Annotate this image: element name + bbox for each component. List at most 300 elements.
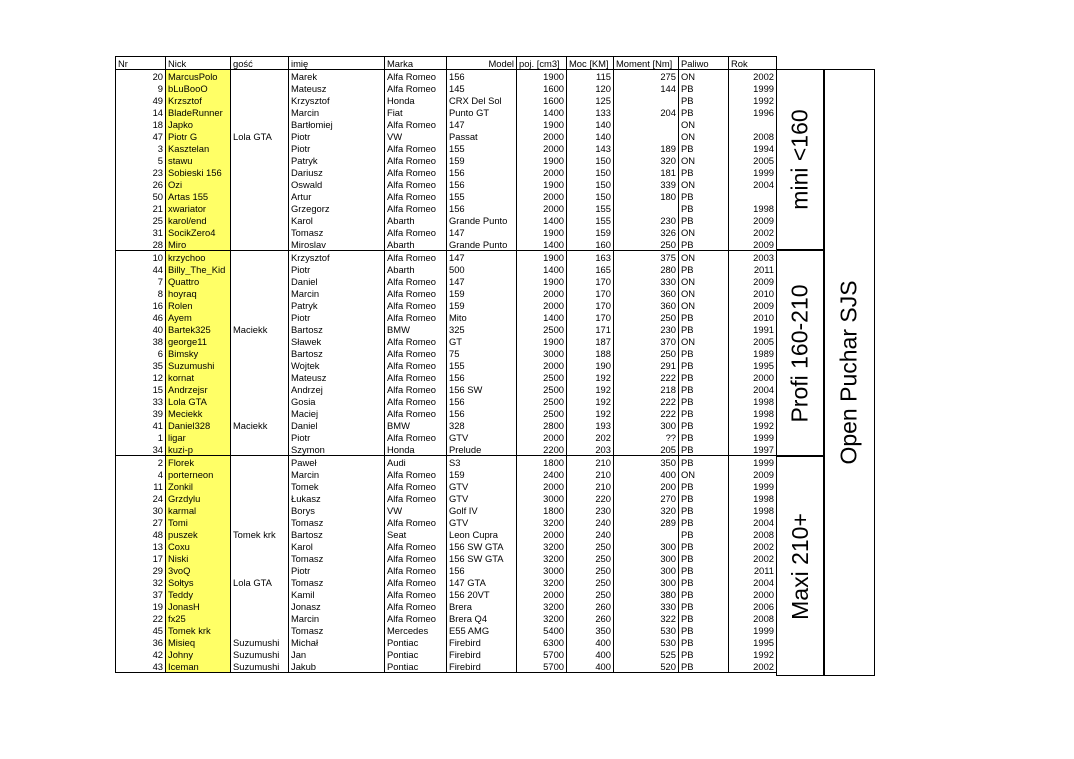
row-nick: Andrzejsr <box>166 383 231 395</box>
row-model: 159 <box>447 299 517 311</box>
row-displacement: 2500 <box>517 407 567 419</box>
row-name: Tomasz <box>289 576 385 588</box>
row-displacement: 3000 <box>517 564 567 576</box>
header-displacement: poj. [cm3] <box>517 57 567 70</box>
row-model: 156 <box>447 178 517 190</box>
row-power: 150 <box>567 190 614 202</box>
row-guest <box>231 456 289 469</box>
results-sheet <box>115 56 777 673</box>
row-fuel: PB <box>679 660 729 673</box>
row-displacement: 3200 <box>517 552 567 564</box>
row-power: 400 <box>567 660 614 673</box>
row-nick: Artas 155 <box>166 190 231 202</box>
row-displacement: 1600 <box>517 94 567 106</box>
header-model: Model <box>447 57 517 70</box>
row-year: 1994 <box>729 142 777 154</box>
row-nick: Quattro <box>166 275 231 287</box>
row-nick: Sołtys <box>166 576 231 588</box>
header-name: imię <box>289 57 385 70</box>
row-model: Mito <box>447 311 517 323</box>
row-name: Szymon <box>289 443 385 456</box>
row-torque: 360 <box>614 287 679 299</box>
row-fuel: PB <box>679 94 729 106</box>
row-displacement: 1800 <box>517 504 567 516</box>
row-nr: 16 <box>116 299 166 311</box>
row-nr: 6 <box>116 347 166 359</box>
row-guest <box>231 395 289 407</box>
row-fuel: PB <box>679 263 729 275</box>
row-power: 150 <box>567 166 614 178</box>
row-power: 192 <box>567 395 614 407</box>
table-row <box>116 371 777 383</box>
row-torque: 375 <box>614 251 679 264</box>
row-torque: 250 <box>614 347 679 359</box>
row-torque: 530 <box>614 636 679 648</box>
row-name: Borys <box>289 504 385 516</box>
row-guest <box>231 190 289 202</box>
row-guest <box>231 540 289 552</box>
row-displacement: 1900 <box>517 70 567 83</box>
row-model: 156 SW GTA <box>447 552 517 564</box>
row-power: 400 <box>567 636 614 648</box>
row-displacement: 2800 <box>517 419 567 431</box>
row-name: Marcin <box>289 287 385 299</box>
row-guest <box>231 94 289 106</box>
row-power: 171 <box>567 323 614 335</box>
row-fuel: PB <box>679 214 729 226</box>
row-power: 250 <box>567 564 614 576</box>
row-nr: 31 <box>116 226 166 238</box>
table-row <box>116 492 777 504</box>
row-displacement: 1800 <box>517 456 567 469</box>
row-nr: 47 <box>116 130 166 142</box>
row-nr: 20 <box>116 70 166 83</box>
table-row <box>116 468 777 480</box>
table-row <box>116 263 777 275</box>
row-nr: 8 <box>116 287 166 299</box>
row-model: 155 <box>447 359 517 371</box>
row-year: 1996 <box>729 106 777 118</box>
row-nr: 3 <box>116 142 166 154</box>
table-row <box>116 118 777 130</box>
row-power: 210 <box>567 456 614 469</box>
row-guest <box>231 552 289 564</box>
row-year: 2009 <box>729 468 777 480</box>
group-label-mini-text: mini <160 <box>786 109 813 210</box>
table-row <box>116 564 777 576</box>
table-row <box>116 395 777 407</box>
row-make: Alfa Romeo <box>385 540 447 552</box>
row-model: 156 <box>447 202 517 214</box>
row-torque: 380 <box>614 588 679 600</box>
row-torque: 289 <box>614 516 679 528</box>
row-torque: 300 <box>614 419 679 431</box>
row-name: Artur <box>289 190 385 202</box>
table-row <box>116 600 777 612</box>
row-fuel: PB <box>679 504 729 516</box>
results-table-body <box>116 57 777 673</box>
row-model: 147 <box>447 118 517 130</box>
row-nr: 21 <box>116 202 166 214</box>
row-model: 75 <box>447 347 517 359</box>
row-guest <box>231 275 289 287</box>
row-name: Bartosz <box>289 323 385 335</box>
row-model: Firebird <box>447 648 517 660</box>
table-row <box>116 166 777 178</box>
row-nr: 33 <box>116 395 166 407</box>
row-torque: 326 <box>614 226 679 238</box>
row-make: Alfa Romeo <box>385 190 447 202</box>
row-displacement: 2000 <box>517 142 567 154</box>
row-nr: 18 <box>116 118 166 130</box>
row-torque: 322 <box>614 612 679 624</box>
row-power: 203 <box>567 443 614 456</box>
row-fuel: PB <box>679 347 729 359</box>
row-fuel: PB <box>679 443 729 456</box>
row-fuel: PB <box>679 612 729 624</box>
row-model: Golf IV <box>447 504 517 516</box>
row-torque: 250 <box>614 238 679 251</box>
row-model: 156 <box>447 407 517 419</box>
row-name: Daniel <box>289 275 385 287</box>
row-name: Krzysztof <box>289 94 385 106</box>
row-make: Honda <box>385 94 447 106</box>
table-row <box>116 106 777 118</box>
row-nr: 13 <box>116 540 166 552</box>
row-make: Alfa Romeo <box>385 516 447 528</box>
row-power: 165 <box>567 263 614 275</box>
row-fuel: PB <box>679 564 729 576</box>
row-guest <box>231 468 289 480</box>
row-model: Firebird <box>447 660 517 673</box>
row-name: Karol <box>289 540 385 552</box>
row-nick: Suzumushi <box>166 359 231 371</box>
row-torque: 350 <box>614 456 679 469</box>
row-nick: Florek <box>166 456 231 469</box>
row-power: 159 <box>567 226 614 238</box>
table-row <box>116 94 777 106</box>
row-year: 2004 <box>729 178 777 190</box>
row-displacement: 3000 <box>517 347 567 359</box>
row-make: Alfa Romeo <box>385 178 447 190</box>
table-row <box>116 456 777 469</box>
row-model: 147 <box>447 226 517 238</box>
row-guest <box>231 214 289 226</box>
row-power: 140 <box>567 130 614 142</box>
row-year: 2010 <box>729 287 777 299</box>
row-make: Alfa Romeo <box>385 287 447 299</box>
row-nick: Daniel328 <box>166 419 231 431</box>
row-guest <box>231 612 289 624</box>
row-name: Piotr <box>289 130 385 142</box>
row-fuel: PB <box>679 456 729 469</box>
row-name: Grzegorz <box>289 202 385 214</box>
row-name: Miroslav <box>289 238 385 251</box>
table-row <box>116 299 777 311</box>
row-name: Tomasz <box>289 624 385 636</box>
table-row <box>116 275 777 287</box>
row-fuel: PB <box>679 82 729 94</box>
header-fuel: Paliwo <box>679 57 729 70</box>
row-torque: 300 <box>614 552 679 564</box>
row-year: 1999 <box>729 431 777 443</box>
row-power: 170 <box>567 299 614 311</box>
row-nick: Bimsky <box>166 347 231 359</box>
row-power: 192 <box>567 371 614 383</box>
table-row <box>116 443 777 456</box>
row-nr: 2 <box>116 456 166 469</box>
row-make: Alfa Romeo <box>385 275 447 287</box>
row-fuel: PB <box>679 371 729 383</box>
row-make: Pontiac <box>385 660 447 673</box>
table-row <box>116 540 777 552</box>
row-name: Dariusz <box>289 166 385 178</box>
row-displacement: 1900 <box>517 335 567 347</box>
row-nr: 5 <box>116 154 166 166</box>
table-row <box>116 359 777 371</box>
row-power: 170 <box>567 311 614 323</box>
row-guest <box>231 600 289 612</box>
cup-title: Open Puchar SJS <box>836 280 863 465</box>
row-name: Marek <box>289 70 385 83</box>
row-year: 1992 <box>729 419 777 431</box>
row-displacement: 2000 <box>517 166 567 178</box>
row-make: Alfa Romeo <box>385 600 447 612</box>
row-name: Maciej <box>289 407 385 419</box>
group-label-profi-text: Profi 160-210 <box>786 283 813 423</box>
row-name: Tomasz <box>289 226 385 238</box>
row-power: 193 <box>567 419 614 431</box>
row-fuel: ON <box>679 178 729 190</box>
row-year: 1998 <box>729 395 777 407</box>
row-nr: 10 <box>116 251 166 264</box>
row-name: Tomasz <box>289 552 385 564</box>
row-model: 147 <box>447 251 517 264</box>
row-nick: Miro <box>166 238 231 251</box>
row-fuel: PB <box>679 190 729 202</box>
group-label-profi <box>776 250 824 456</box>
row-model: 155 <box>447 190 517 202</box>
row-nr: 26 <box>116 178 166 190</box>
row-nick: Ayem <box>166 311 231 323</box>
row-year: 1995 <box>729 636 777 648</box>
row-nick: Teddy <box>166 588 231 600</box>
row-displacement: 2000 <box>517 359 567 371</box>
row-make: Abarth <box>385 263 447 275</box>
row-year: 2008 <box>729 612 777 624</box>
row-make: Mercedes <box>385 624 447 636</box>
row-power: 187 <box>567 335 614 347</box>
row-fuel: PB <box>679 407 729 419</box>
row-name: Piotr <box>289 564 385 576</box>
row-nick: fx25 <box>166 612 231 624</box>
row-torque: 330 <box>614 275 679 287</box>
row-guest: Maciekk <box>231 419 289 431</box>
row-power: 260 <box>567 612 614 624</box>
row-torque: ?? <box>614 431 679 443</box>
row-nick: Coxu <box>166 540 231 552</box>
row-guest <box>231 516 289 528</box>
row-power: 192 <box>567 383 614 395</box>
row-torque: 222 <box>614 407 679 419</box>
row-nr: 39 <box>116 407 166 419</box>
row-guest <box>231 431 289 443</box>
table-row <box>116 323 777 335</box>
row-torque: 205 <box>614 443 679 456</box>
row-nr: 35 <box>116 359 166 371</box>
row-make: Fiat <box>385 106 447 118</box>
row-guest <box>231 202 289 214</box>
row-fuel: PB <box>679 528 729 540</box>
row-fuel: PB <box>679 166 729 178</box>
row-name: Patryk <box>289 299 385 311</box>
row-year: 2004 <box>729 576 777 588</box>
row-name: Gosia <box>289 395 385 407</box>
row-year: 2010 <box>729 311 777 323</box>
row-displacement: 5700 <box>517 648 567 660</box>
row-nr: 12 <box>116 371 166 383</box>
table-row <box>116 660 777 673</box>
row-nick: karol/end <box>166 214 231 226</box>
table-row <box>116 516 777 528</box>
header-nick: Nick <box>166 57 231 70</box>
row-nr: 22 <box>116 612 166 624</box>
row-year: 2005 <box>729 154 777 166</box>
table-row <box>116 130 777 142</box>
row-guest <box>231 251 289 264</box>
row-torque <box>614 202 679 214</box>
row-nick: Kasztelan <box>166 142 231 154</box>
row-year: 2002 <box>729 552 777 564</box>
row-displacement: 2000 <box>517 299 567 311</box>
row-displacement: 2200 <box>517 443 567 456</box>
row-torque: 360 <box>614 299 679 311</box>
row-nick: xwariator <box>166 202 231 214</box>
row-year: 2003 <box>729 251 777 264</box>
row-model: 159 <box>447 468 517 480</box>
row-make: Alfa Romeo <box>385 311 447 323</box>
row-nick: Tomek krk <box>166 624 231 636</box>
row-power: 120 <box>567 82 614 94</box>
row-torque: 180 <box>614 190 679 202</box>
row-make: Abarth <box>385 214 447 226</box>
table-row <box>116 70 777 83</box>
row-fuel: PB <box>679 576 729 588</box>
row-displacement: 1900 <box>517 226 567 238</box>
row-nick: Meciekk <box>166 407 231 419</box>
row-fuel: PB <box>679 552 729 564</box>
table-row <box>116 335 777 347</box>
row-fuel: ON <box>679 226 729 238</box>
row-fuel: PB <box>679 238 729 251</box>
row-power: 250 <box>567 540 614 552</box>
row-model: 147 GTA <box>447 576 517 588</box>
row-year: 2009 <box>729 238 777 251</box>
row-displacement: 5700 <box>517 660 567 673</box>
row-name: Piotr <box>289 263 385 275</box>
row-nr: 11 <box>116 480 166 492</box>
row-name: Jan <box>289 648 385 660</box>
row-guest <box>231 347 289 359</box>
row-guest: Suzumushi <box>231 636 289 648</box>
row-nick: Rolen <box>166 299 231 311</box>
row-fuel: PB <box>679 431 729 443</box>
row-displacement: 1900 <box>517 118 567 130</box>
row-guest: Suzumushi <box>231 648 289 660</box>
row-year: 1991 <box>729 323 777 335</box>
row-nr: 19 <box>116 600 166 612</box>
row-power: 260 <box>567 600 614 612</box>
row-nick: Sobieski 156 <box>166 166 231 178</box>
row-model: S3 <box>447 456 517 469</box>
row-year: 1998 <box>729 492 777 504</box>
row-power: 190 <box>567 359 614 371</box>
row-year: 2009 <box>729 299 777 311</box>
cup-title-box <box>824 69 875 676</box>
row-make: Alfa Romeo <box>385 299 447 311</box>
row-power: 250 <box>567 576 614 588</box>
row-guest <box>231 287 289 299</box>
row-torque <box>614 528 679 540</box>
row-nick: krzychoo <box>166 251 231 264</box>
row-power: 155 <box>567 214 614 226</box>
row-model: 156 <box>447 564 517 576</box>
row-make: Honda <box>385 443 447 456</box>
row-guest <box>231 359 289 371</box>
row-guest <box>231 154 289 166</box>
row-torque: 280 <box>614 263 679 275</box>
row-displacement: 2500 <box>517 323 567 335</box>
row-name: Oswald <box>289 178 385 190</box>
row-nr: 32 <box>116 576 166 588</box>
row-nr: 36 <box>116 636 166 648</box>
table-row <box>116 576 777 588</box>
row-name: Sławek <box>289 335 385 347</box>
table-row <box>116 407 777 419</box>
row-name: Piotr <box>289 311 385 323</box>
row-model: 156 <box>447 70 517 83</box>
row-torque <box>614 118 679 130</box>
row-make: Alfa Romeo <box>385 468 447 480</box>
row-year: 2008 <box>729 528 777 540</box>
row-name: Paweł <box>289 456 385 469</box>
row-torque: 339 <box>614 178 679 190</box>
row-power: 160 <box>567 238 614 251</box>
row-guest <box>231 238 289 251</box>
row-year: 2002 <box>729 70 777 83</box>
row-nr: 38 <box>116 335 166 347</box>
row-name: Marcin <box>289 612 385 624</box>
row-nr: 7 <box>116 275 166 287</box>
row-fuel: ON <box>679 251 729 264</box>
row-fuel: PB <box>679 588 729 600</box>
row-make: Alfa Romeo <box>385 492 447 504</box>
row-model: GTV <box>447 480 517 492</box>
row-fuel: PB <box>679 323 729 335</box>
row-power: 140 <box>567 118 614 130</box>
row-displacement: 5400 <box>517 624 567 636</box>
row-fuel: ON <box>679 70 729 83</box>
row-nick: Bartek325 <box>166 323 231 335</box>
row-displacement: 2500 <box>517 383 567 395</box>
row-guest <box>231 588 289 600</box>
row-nr: 17 <box>116 552 166 564</box>
row-nr: 42 <box>116 648 166 660</box>
row-power: 163 <box>567 251 614 264</box>
row-displacement: 3200 <box>517 600 567 612</box>
row-name: Wojtek <box>289 359 385 371</box>
row-nick: Grzdylu <box>166 492 231 504</box>
